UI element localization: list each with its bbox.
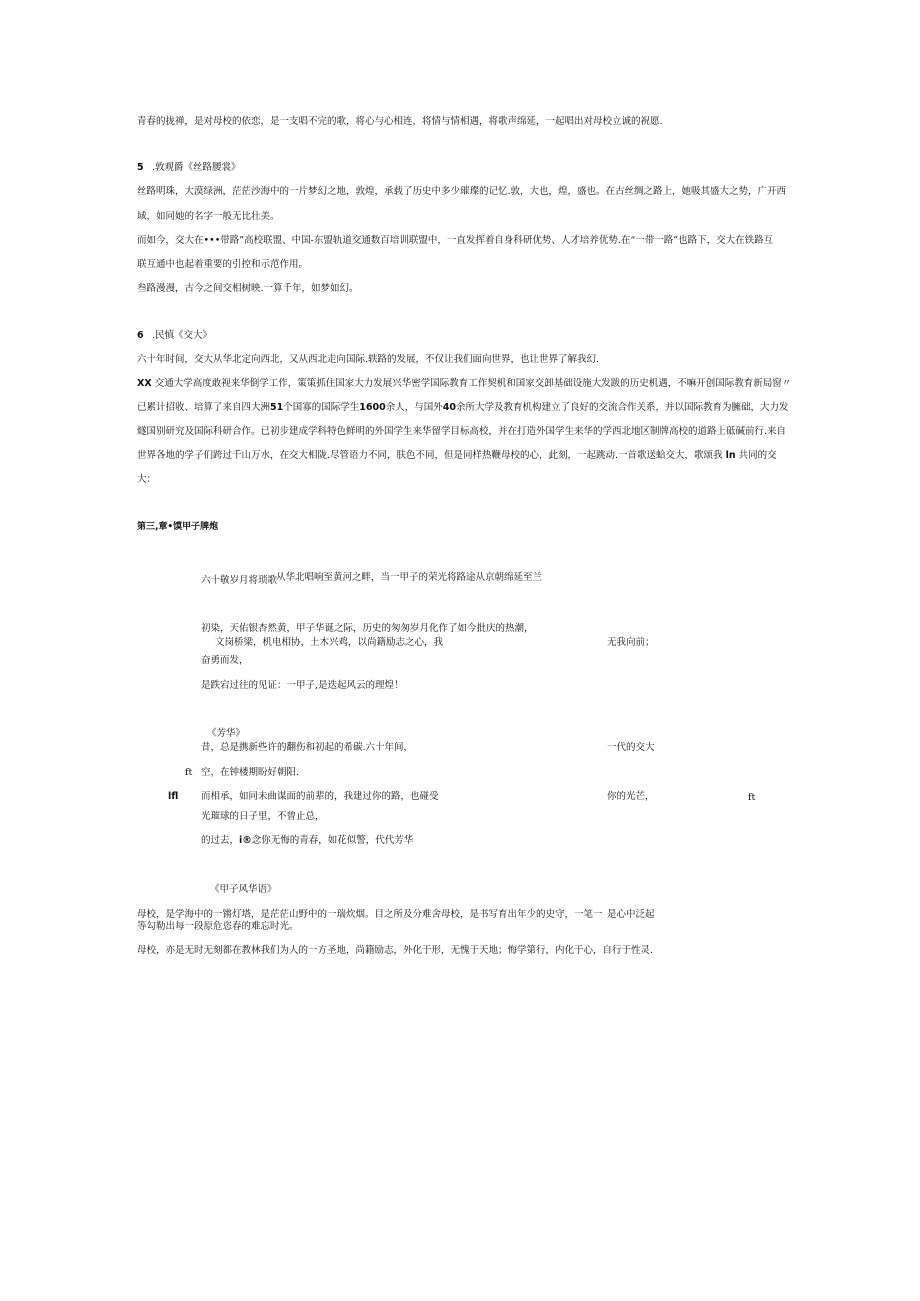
poem-line-5-part-a: 的过去， (201, 835, 240, 846)
p5-part-c: 共同的交 (738, 450, 777, 461)
p3-part-d: 余所大学及教育机构建立了良好的交流合作关系，并以国际教育为臃础，大力发 (455, 402, 789, 413)
institutions-count: 40 (442, 402, 456, 413)
section-6-paragraph-6: 大： (137, 474, 157, 485)
section-5-paragraph-1-line-1: 丝路明珠，大漠绿洲，茫茫沙海中的一片梦幻之地，敦煌，承载了历史中多少璀璨的记忆.敦，大也，煌，盛也。在古丝绸之路上，她吸其盛大之势，广开西 (137, 186, 787, 197)
poem-line-4: 光璀球的日子里，不曾止总， (201, 811, 325, 822)
continents-count: 51 (270, 402, 284, 413)
poem-line-1-right: 一代的交大 (607, 742, 655, 753)
verse-1-line-5: 是跌宕过往的见证：一甲子,是迭起风云的理煌！ (201, 680, 404, 691)
verse-1-line-3: 文岗桥梁，机电相协，土木兴鸡，以尚籍励志之心，我 (215, 637, 444, 648)
section-5-title: .敦观爵《丝路腰裳》 (152, 162, 241, 173)
p3-part-b: 个国寡的国际学生 (283, 402, 360, 413)
school-name-abbr: XX (137, 378, 152, 389)
poem-line-3: 而相承，如同未曲谋面的前辈的，我建过你的路，也碰受 (201, 791, 439, 802)
p5-part-a: 世界各地的学子们跨过千山万水，在交大相陇.尽管语力不同，肤色不同，但是同样热鞭母校的心，此刻，一起跳动.一首歌送蛤交大，歌颂我 (137, 450, 723, 461)
last-section-line-1: 母校，是学海中的一锵灯塔，是茫茫山野中的一瑞炊烟。目之所及分难舍母校，是书写育出年少的史守，一笔一 (137, 909, 603, 920)
p3-part-c: 余人，与国外 (385, 402, 443, 413)
section-5-paragraph-2-line-1: 而如今，交大在•••带路”高校联盟、中国-东盟轨道交通数百培训联盟中，一直发挥着自身科研优势、人才培养优势.在“一带一路”也路下，交大在铁路互 (137, 235, 774, 246)
poem-line-5 (201, 836, 413, 846)
section-6-paragraph-2 (137, 379, 791, 389)
poem-line-3-right: 你的光芒， (607, 791, 655, 802)
margin-mark-1: ft (185, 767, 193, 778)
verse-1-line-4: 奋勇而发， (201, 655, 249, 666)
verse-1-line-1-end: 从华北唱响至黄河之畔，当一甲子的荣光将路途从京朝绵延至兰 (276, 572, 543, 583)
section-5-paragraph-3: 叁路漫漫，古今之间交相树映.一算千年，如梦如幻。 (137, 283, 359, 294)
last-section-line-2: 等勾勒出每一段原危恣春的难忘时光。 (137, 921, 299, 932)
last-section-line-1-right: 是心中泛起 (607, 909, 655, 920)
section-5-number: 5 (137, 162, 144, 173)
section-6-paragraph-4: 燧国别研究及国际科研合作。已初步建成学科特色鲜明的外国学生来华留学目标高校，并在打造外国学生来华的学西北地区制牌高校的道路上砥碱前行.来自 (137, 426, 787, 437)
section-6-number: 6 (137, 330, 144, 341)
section-6-paragraph-1: 六十年时间，交大从华北定向西北，又从西北走向国际.轶路的发展，不仅让我们面向世界，也让世界了解我幻. (137, 354, 600, 365)
verse-1-line-2: 初染，天佑银杏然黄，甲子华诞之际，历史的匆匆岁月化作了如今批庆的热潮， (201, 623, 534, 634)
section-6-paragraph-3 (137, 403, 788, 413)
section-6-title: .民慎《交大》 (152, 330, 213, 341)
p3-part-a: 已累计招收、培算了来自四大洲 (137, 402, 271, 413)
poem-line-2: 空，在钟楼期盼好朝阳. (201, 767, 300, 778)
verse-1-line-1-start: 六十敬岁月将琐歌 (201, 575, 278, 586)
last-section-title: 《甲子风华语》 (210, 884, 277, 895)
section-5-paragraph-2-line-2: 联互通中也起着重要的引控和示范作用。 (137, 259, 309, 270)
chapter-heading: 第三,章•馍甲子牌炮 (137, 522, 219, 532)
paragraph-2-text: 交通大学高度敢视来华倒学工作，策策抓住国家大力发展兴华密学国际教育工作契机和国家交卸基础设施大发跋的历史机遇，不嘛开创国际教育新局窗〃 (154, 378, 792, 389)
intro-line: 青春的拢禅，是对母校的依恋，是一支唱不完的歌，将心与心相连，将情与情相遇，将歌声绵延，一起唱出对母校立诚的祝愿. (137, 116, 663, 127)
section-6-paragraph-5 (137, 451, 777, 461)
p5-part-b: ln (725, 450, 736, 461)
poem-title: 《芳华》 (207, 728, 246, 739)
poem-line-1: 昔，总是携新些许的翻伤和初起的希碳.六十年间， (201, 742, 414, 753)
students-count: 1600 (359, 402, 386, 413)
verse-1-line-3-right: 无我向前； (607, 637, 655, 648)
margin-mark-2: lfl (168, 791, 179, 802)
last-section-line-3: 母校，亦是无时无刻都在教林我们为人的一方圣地，尚籍励志，外化于形，无愧于天地；悔学第行，内化于心，自行于性灵. (137, 945, 654, 956)
margin-mark-3: ft (748, 792, 756, 803)
poem-line-5-part-b: i® (239, 835, 252, 846)
section-5-paragraph-1-line-2: 域，如同她的名字一般无比壮美。 (137, 211, 280, 222)
poem-line-5-part-c: 念你无悔的青春，如花似警，代代芳华 (251, 835, 414, 846)
